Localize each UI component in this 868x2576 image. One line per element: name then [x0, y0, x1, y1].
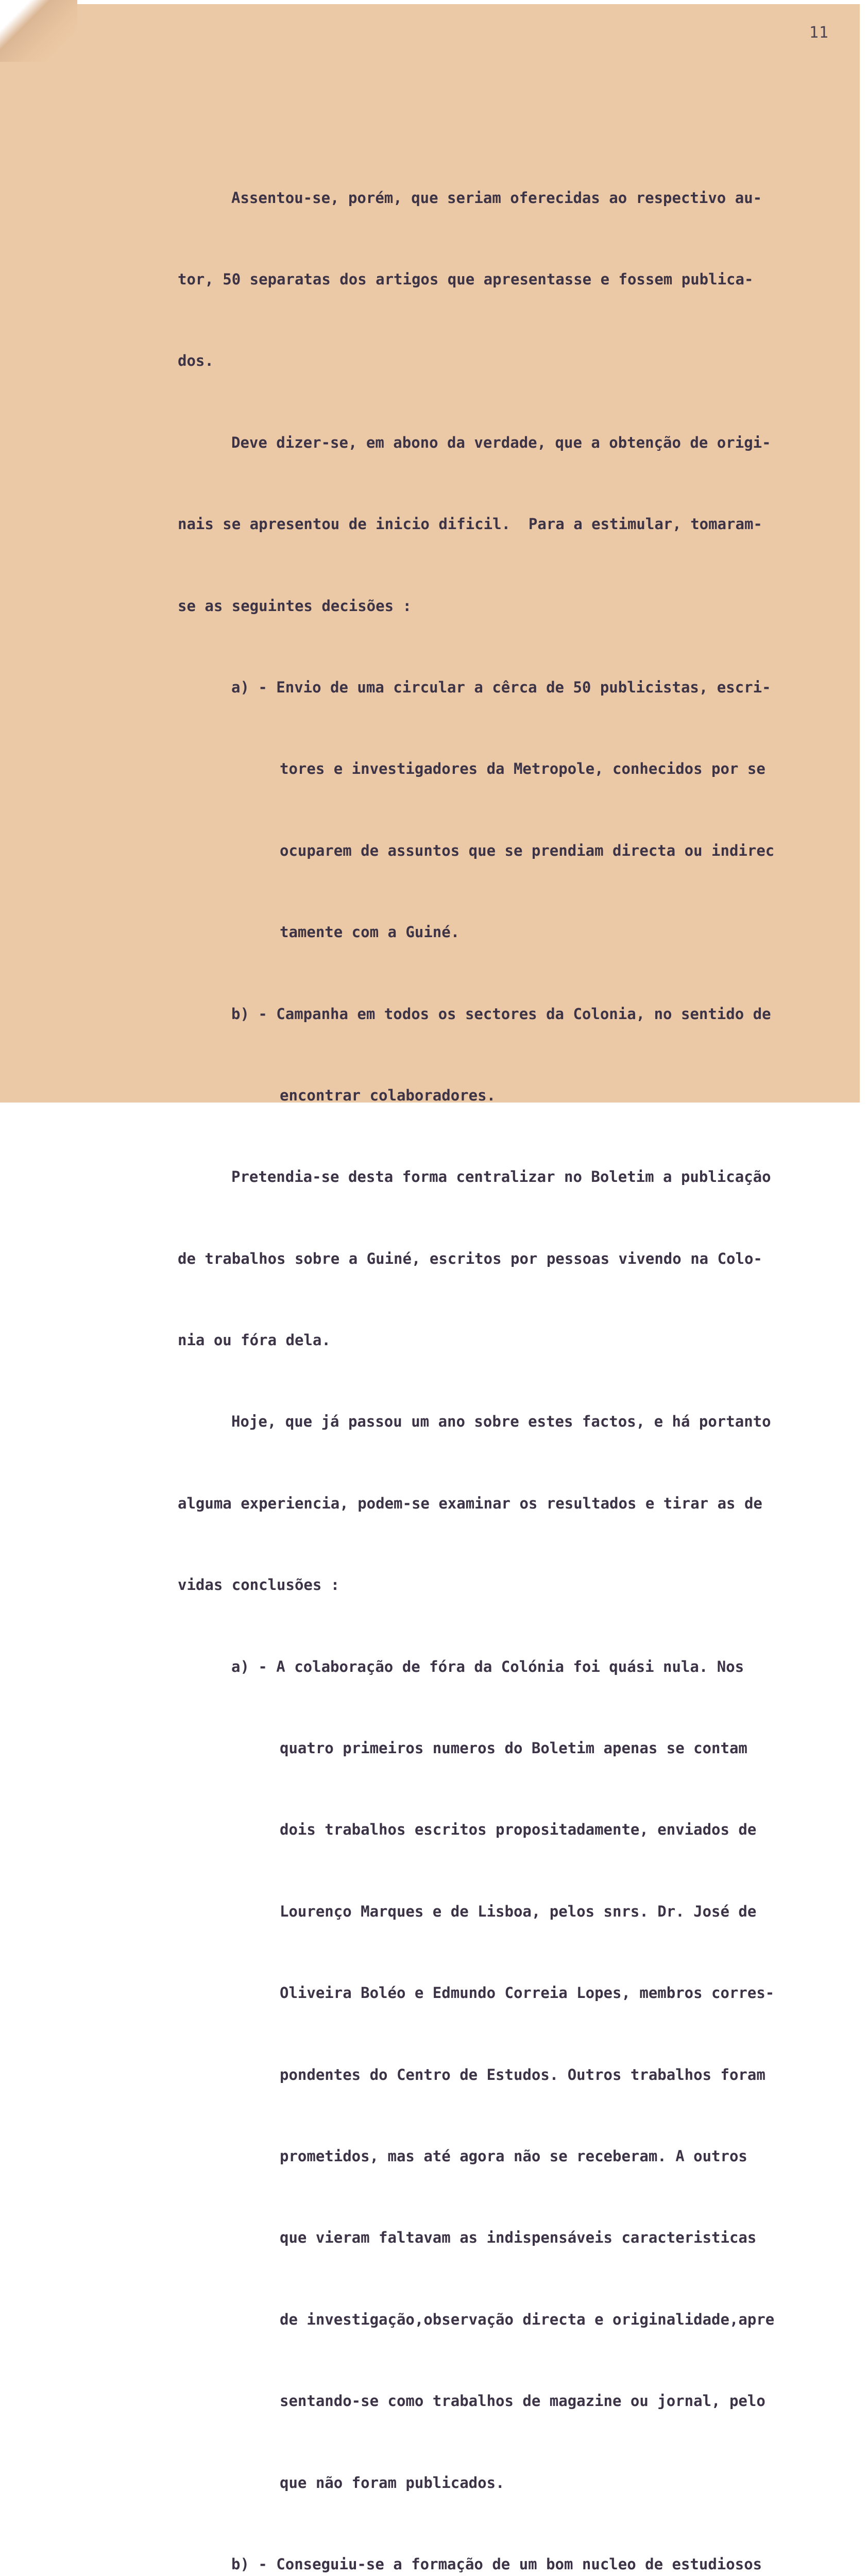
text-line: que vieram faltavam as indispensáveis caracteristicas	[280, 2229, 757, 2247]
text-line: sentando-se como trabalhos de magazine ou jornal, pelo	[280, 2392, 765, 2410]
text-line: encontrar colaboradores.	[280, 1086, 496, 1104]
text-line: tor, 50 separatas dos artigos que apresentasse e fossem publica-	[178, 270, 754, 288]
text-line: nia ou fóra dela.	[178, 1331, 331, 1349]
text-line: a) - Envio de uma circular a cêrca de 50 publicistas, escri-	[231, 678, 771, 696]
text-line: b) - Campanha em todos os sectores da Colonia, no sentido de	[231, 1005, 771, 1023]
folded-corner	[0, 0, 77, 62]
text-line: dois trabalhos escritos propositadamente, enviados de	[280, 1821, 757, 1839]
sheet-edge-top	[0, 0, 868, 4]
text-line: ocuparem de assuntos que se prendiam directa ou indirec	[280, 841, 775, 859]
text-line: Lourenço Marques e de Lisboa, pelos snrs. Dr. José de	[280, 1902, 757, 1920]
text-line: Hoje, que já passou um ano sobre estes factos, e há portanto	[231, 1413, 771, 1431]
text-line: prometidos, mas até agora não se receberam. A outros	[280, 2147, 747, 2165]
text-line: nais se apresentou de inicio dificil. Para a estimular, tomaram-	[178, 515, 762, 533]
text-line: Pretendia-se desta forma centralizar no Boletim a publicação	[231, 1168, 771, 1186]
text-line: b) - Conseguiu-se a formação de um bom nucleo de estudiosos	[231, 2555, 762, 2573]
text-line: Deve dizer-se, em abono da verdade, que a obtenção de origi-	[231, 433, 771, 451]
typed-body-text	[178, 130, 842, 2576]
text-line: quatro primeiros numeros do Boletim apenas se contam	[280, 1739, 747, 1757]
text-line: alguma experiencia, podem-se examinar os resultados e tirar as de	[178, 1494, 762, 1512]
text-line: Assentou-se, porém, que seriam oferecidas ao respectivo au-	[231, 189, 762, 207]
text-line: Oliveira Boléo e Edmundo Correia Lopes, membros corres-	[280, 1984, 775, 2002]
text-line: que não foram publicados.	[280, 2473, 505, 2492]
text-line: tamente com a Guiné.	[280, 923, 460, 941]
text-line: a) - A colaboração de fóra da Colónia foi quási nula. Nos	[231, 1657, 744, 1675]
text-line: tores e investigadores da Metropole, conhecidos por se	[280, 760, 765, 778]
text-line: de investigação,observação directa e originalidade,apre	[280, 2310, 775, 2328]
text-line: vidas conclusões :	[178, 1576, 340, 1594]
text-line: dos.	[178, 352, 214, 370]
text-line: pondentes do Centro de Estudos. Outros trabalhos foram	[280, 2065, 765, 2083]
page-number: 11	[809, 24, 829, 42]
sheet-edge-right	[860, 0, 868, 1103]
text-line: de trabalhos sobre a Guiné, escritos por pessoas vivendo na Colo-	[178, 1249, 762, 1267]
text-line: se as seguintes decisões :	[178, 597, 412, 615]
